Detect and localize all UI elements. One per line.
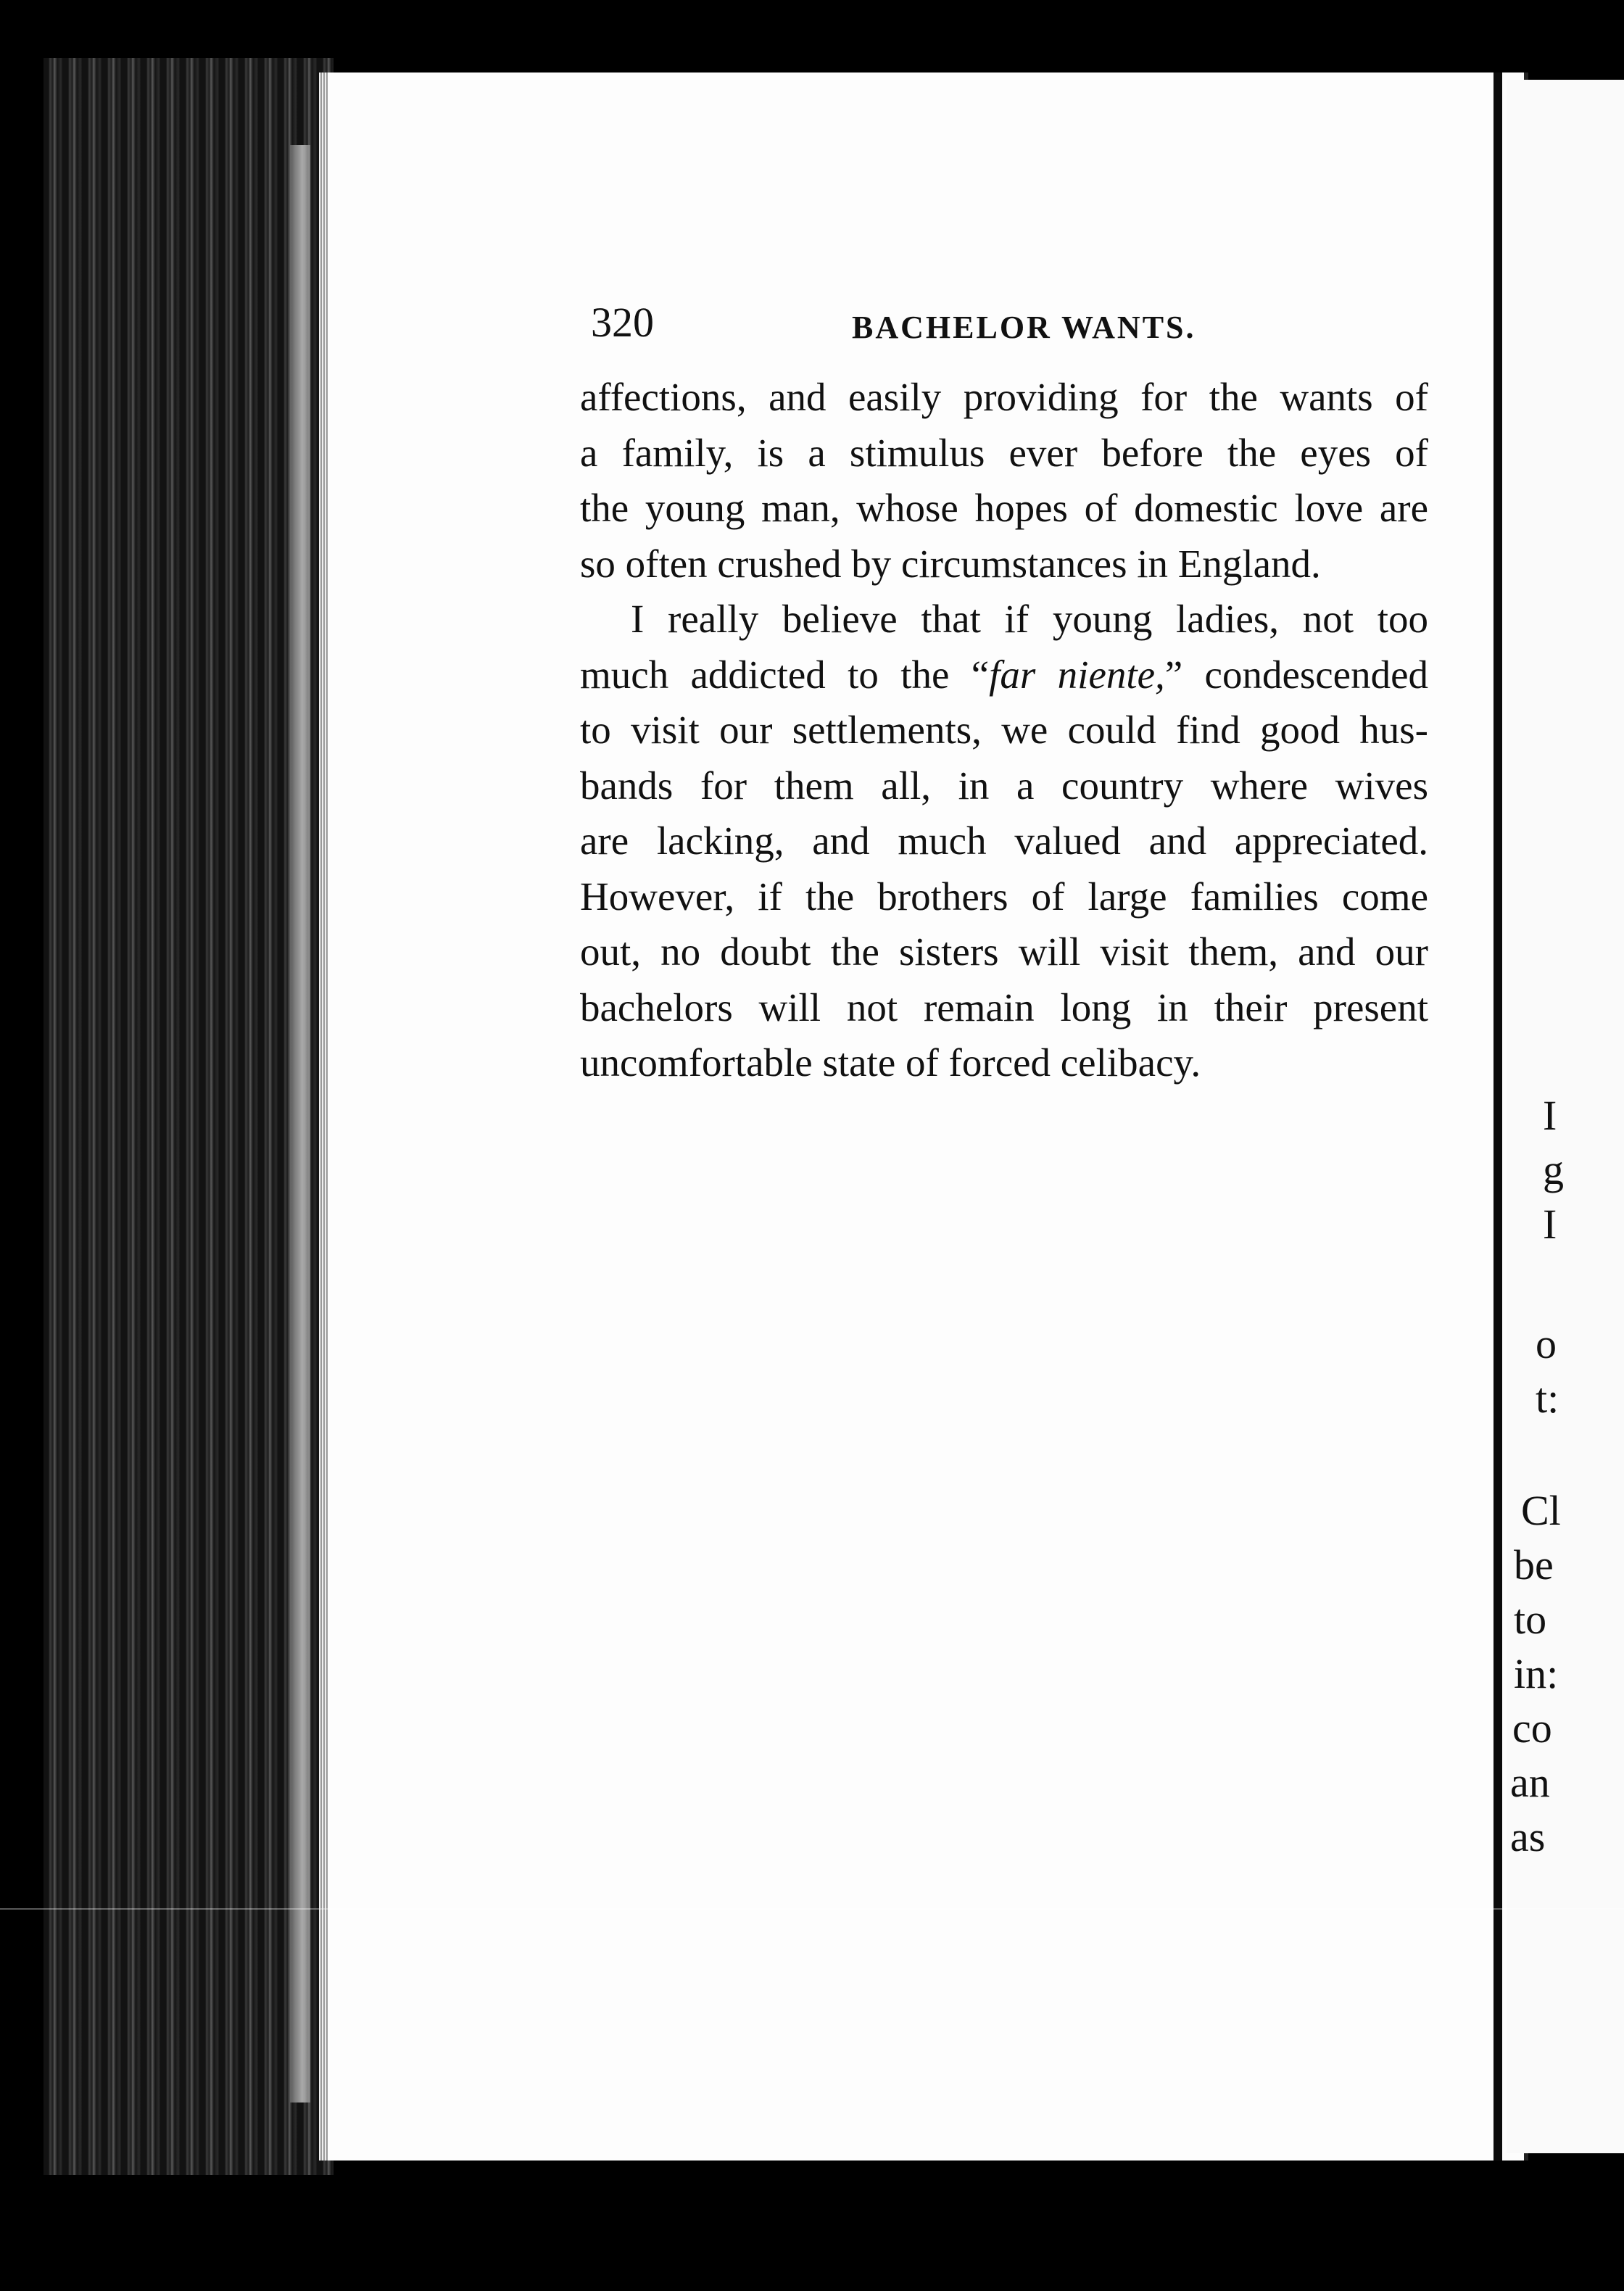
text-line: are lacking, and much valued and appreciated. [580, 819, 1428, 863]
text-line-with-italic [580, 647, 1428, 703]
adjacent-page-fragment: I [1543, 1201, 1557, 1248]
text-line: I really believe that if young ladies, not too [631, 597, 1428, 641]
text-line: However, if the brothers of large families come [580, 874, 1428, 919]
spine-highlight [290, 145, 310, 2102]
text-line: affections, and easily providing for the wants of [580, 375, 1428, 419]
adjacent-page-fragment: as [1510, 1813, 1546, 1860]
text-line: uncomfortable state of forced celibacy. [580, 1040, 1201, 1085]
adjacent-page-fragment: I [1543, 1092, 1557, 1139]
text-line: to visit our settlements, we could find good hus- [580, 708, 1428, 752]
scan-artifact-line [0, 1908, 1624, 1910]
running-title: BACHELOR WANTS. [852, 310, 1196, 345]
page-number: 320 [591, 299, 654, 346]
adjacent-page-fragment: o [1536, 1320, 1557, 1367]
adjacent-page-fragment: t: [1536, 1375, 1559, 1422]
adjacent-page-fragment: co [1512, 1704, 1552, 1752]
adjacent-page-fragment: be [1514, 1541, 1554, 1588]
italic-phrase: far niente, [989, 652, 1165, 697]
text-line: bands for them all, in a country where wives [580, 763, 1428, 808]
adjacent-page [1507, 80, 1624, 2153]
adjacent-page-fragment: in: [1514, 1650, 1559, 1697]
body-text [580, 370, 1428, 1091]
text-segment: much addicted to the “ [580, 652, 990, 697]
adjacent-page-fragment: an [1510, 1759, 1550, 1806]
page-header [591, 297, 1425, 355]
adjacent-page-fragment: to [1514, 1596, 1547, 1643]
text-line: so often crushed by circumstances in England. [580, 541, 1321, 586]
adjacent-page-fragment: g [1543, 1146, 1564, 1193]
page-gutter [1494, 72, 1502, 2160]
text-line: bachelors will not remain long in their present [580, 985, 1428, 1030]
text-line: the young man, whose hopes of domestic love are [580, 486, 1428, 530]
text-line: a family, is a stimulus ever before the eyes of [580, 430, 1428, 475]
text-line: out, no doubt the sisters will visit them, and our [580, 929, 1428, 974]
adjacent-page-fragment: Cl [1521, 1487, 1561, 1534]
text-segment: ” condescended [1164, 652, 1428, 697]
